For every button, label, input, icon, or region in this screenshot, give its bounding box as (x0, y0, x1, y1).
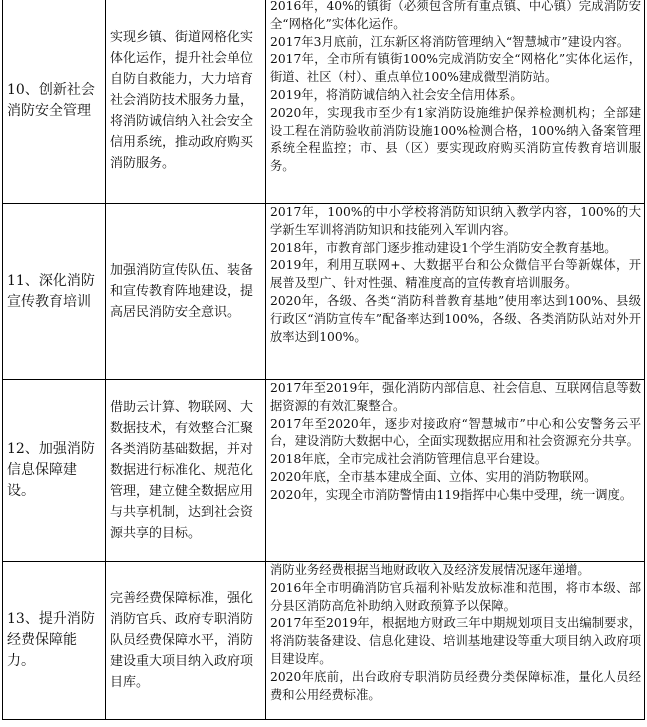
goal-line: 2017年，全市所有镇街100%完成消防安全“网格化”实体化运作，街道、社区（村）、重点单位100%建成微型消防站。 (270, 52, 641, 85)
task-cell (3, 0, 106, 204)
task-text: 11、深化消防宣传教育培训 (7, 272, 95, 310)
goal-line: 2018年底，全市完成社会消防管理信息平台建设。 (270, 452, 548, 467)
goal-line: 2017年至2020年，逐步对接政府“智慧城市”中心和公安警务云平台，建设消防大数据中心，全面实现数据应用和社会资源充分共享。 (270, 416, 641, 449)
measure-text: 借助云计算、物联网、大数据技术，有效整合汇聚各类消防基础数据，并对数据进行标准化、规范化管理，建立健全数据应用与共享机制，达到社会资源共享的目标。 (110, 400, 254, 541)
task-text: 12、加强消防信息保障建设。 (7, 441, 95, 499)
goal-line: 2018年，市教育部门逐步推动建设1个学生消防安全教育基地。 (270, 240, 617, 255)
task-text: 10、创新社会消防安全管理 (7, 81, 95, 119)
goal-line: 2020年底前，出台政府专职消防员经费分类保障标准，量化人员经费和公用经费标准。 (270, 669, 641, 702)
task-cell (3, 562, 106, 720)
task-cell (3, 204, 106, 380)
goal-line: 2017年3月底前，江东新区将消防管理纳入“智慧城市”建设内容。 (270, 34, 630, 49)
measure-cell (106, 380, 266, 562)
measure-cell (106, 0, 266, 204)
goal-line: 2017年至2019年，强化消防内部信息、社会信息、互联网信息等数据资源的有效汇聚整合。 (270, 381, 641, 413)
goal-line: 2017年，100%的中小学校将消防知识纳入教学内容，100%的大学新生军训将消防知识和技能列入军训内容。 (270, 205, 641, 237)
goal-cell (266, 380, 645, 562)
goal-line: 2020年底，全市基本建成全面、立体、实用的消防物联网。 (270, 469, 597, 484)
goal-cell (266, 0, 645, 204)
table-row (3, 204, 645, 380)
table-row (3, 0, 645, 204)
table-row (3, 380, 645, 562)
goal-line: 2019年，利用互联网+、大数据平台和公众微信平台等新媒体，开展普及型广、针对性强、精准度高的宣传教育培训服务。 (270, 258, 641, 291)
measure-text: 实现乡镇、街道网格化实体化运作，提升社会单位自防自救能力，大力培育社会消防技术服务力量，将消防诚信纳入社会安全信用系统，推动政府购买消防服务。 (110, 30, 254, 171)
plan-table (2, 0, 645, 720)
goal-line: 2020年，实现全市消防警情由119指挥中心集中受理，统一调度。 (270, 487, 633, 502)
goal-line: 2020年，实现我市至少有1家消防设施维护保养检测机构；全部建设工程在消防验收前消防设施100%检测合格，100%纳入备案管理系统全程监控；市、县（区）要实现政府购买消防宣传教育培训服务。 (270, 105, 641, 174)
goal-line: 消防业务经费根据当地财政收入及经济发展情况逐年递增。 (270, 563, 590, 577)
goal-line: 2017年至2019年，根据地方财政三年中期规划项目支出编制要求，将消防装备建设、信息化建设、培训基地建设等重大项目纳入政府项目建设库。 (270, 616, 641, 666)
measure-text: 加强消防宣传队伍、装备和宣传教育阵地建设，提高居民消防安全意识。 (110, 263, 254, 320)
measure-text: 完善经费保障标准，强化消防官兵、政府专职消防队员经费保障水平，消防建设重大项目纳入政府项目库。 (110, 591, 254, 690)
task-cell (3, 380, 106, 562)
task-text: 13、提升消防经费保障能力。 (7, 611, 95, 669)
goal-line: 2019年，将消防诚信纳入社会安全信用体系。 (270, 87, 523, 102)
goal-line: 2016年全市明确消防官兵福利补贴发放标准和范围，将市本级、部分县区消防高危补助纳入财政预算予以保障。 (270, 580, 641, 613)
measure-cell (106, 562, 266, 720)
goal-line: 2016年，40%的镇街（必须包含所有重点镇、中心镇）完成消防安全“网格化”实体化运作。 (270, 0, 641, 31)
goal-line: 2020年，各级、各类“消防科普教育基地”使用率达到100%、县级行政区“消防宣传车”配备率达到100%，各级、各类消防队站对外开放率达到100%。 (270, 293, 641, 344)
measure-cell (106, 204, 266, 380)
table-row (3, 562, 645, 720)
goal-cell (266, 204, 645, 380)
goal-cell (266, 562, 645, 720)
